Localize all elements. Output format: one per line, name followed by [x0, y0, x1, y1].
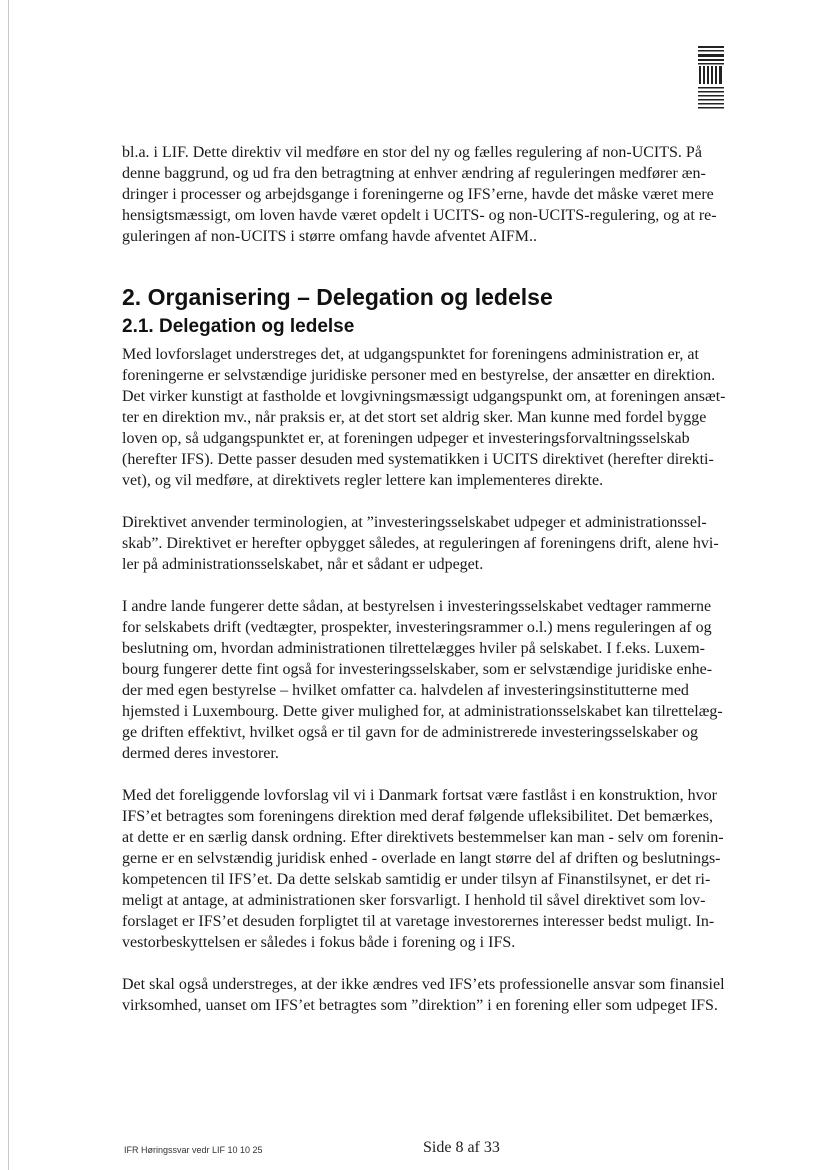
- text-line: Det virker kunstigt at fastholde et lovgivningsmæssigt udgangspunkt om, at foreningen ansæt-: [122, 388, 726, 405]
- text-line: kompetencen til IFS’et. Da dette selskab samtidig er under tilsyn af Finanstilsynet, er det ri-: [122, 871, 711, 888]
- text-line: guleringen af non-UCITS i større omfang havde afventet AIFM..: [122, 228, 538, 245]
- text-line: bourg fungerer dette fint også for investeringsselskaber, som er selvstændige juridiske enhe-: [122, 661, 713, 678]
- text-line: vestorbeskyttelsen er således i fokus både i forening og i IFS.: [122, 934, 516, 951]
- text-line: gerne er en selvstændig juridisk enhed - overlade en langt større del af driften og beslutnings-: [122, 850, 721, 867]
- text-line: skab”. Direktivet er herefter opbygget således, at reguleringen af foreningens drift, alene hvi-: [122, 535, 719, 552]
- text-line: meligt at antage, at administrationen sker forsvarligt. I henhold til såvel direktivet som lov-: [122, 892, 706, 909]
- subsection-heading: 2.1. Delegation og ledelse: [122, 316, 355, 337]
- text-line: virksomhed, uanset om IFS’et betragtes som ”direktion” i en forening eller som udpeget IFS.: [122, 997, 718, 1014]
- body-paragraph: [122, 512, 758, 575]
- text-line: (herefter IFS). Dette passer desuden med systematikken i UCITS direktivet (herefter direkti-: [122, 451, 714, 468]
- text-line: foreningerne er selvstændige juridiske personer med en bestyrelse, der ansætter en direktion.: [122, 367, 716, 384]
- text-line: I andre lande fungerer dette sådan, at bestyrelsen i investeringsselskabet vedtager rammerne: [122, 598, 712, 615]
- text-line: Det skal også understreges, at der ikke ændres ved IFS’ets professionelle ansvar som finansiel: [122, 976, 725, 993]
- body-paragraph: [122, 974, 758, 1016]
- document-body: [122, 142, 758, 1037]
- intro-paragraph: [122, 142, 758, 247]
- text-line: dermed deres investorer.: [122, 745, 279, 762]
- text-line: loven op, så udgangspunktet er, at foreningen udpeger et investeringsforvaltningsselskab: [122, 430, 690, 447]
- text-line: Direktivet anvender terminologien, at ”investeringsselskabet udpeger et administrationssel-: [122, 514, 707, 531]
- body-paragraph: [122, 785, 758, 953]
- text-line: vet), og vil medføre, at direktivets regler lettere kan implementeres direkte.: [122, 472, 604, 489]
- text-line: der med egen bestyrelse – hvilket omfatter ca. halvdelen af investeringsinstitutterne med: [122, 682, 689, 699]
- section-heading: 2. Organisering – Delegation og ledelse: [122, 284, 553, 310]
- footer-document-reference: IFR Høringssvar vedr LIF 10 10 25: [124, 1145, 263, 1155]
- text-line: beslutning om, hvordan administrationen tilrettelægges hviler på selskabet. I f.eks. Luxem-: [122, 640, 705, 657]
- text-line: hjemsted i Luxembourg. Dette giver mulighed for, at administrationsselskabet kan tilrettelæg-: [122, 703, 723, 720]
- text-line: hensigtsmæssigt, om loven havde været opdelt i UCITS- og non-UCITS-regulering, og at re-: [122, 207, 717, 224]
- text-line: ter en direktion mv., når praksis er, at det stort set aldrig sker. Man kunne med fordel bygge: [122, 409, 707, 426]
- body-paragraph: [122, 596, 758, 764]
- text-line: bl.a. i LIF. Dette direktiv vil medføre en stor del ny og fælles regulering af non-UCITS. På: [122, 144, 702, 161]
- text-line: Med lovforslaget understreges det, at udgangspunktet for foreningens administration er, at: [122, 346, 699, 363]
- page-left-edge-rule: [8, 0, 9, 1170]
- text-line: for selskabets drift (vedtægter, prospekter, investeringsrammer o.l.) mens reguleringen af og: [122, 619, 712, 636]
- footer-page-number: Side 8 af 33: [423, 1139, 500, 1156]
- text-line: dringer i processer og arbejdsgange i foreningerne og IFS’erne, havde det måske været mere: [122, 186, 714, 203]
- logo-icon: [698, 46, 724, 110]
- text-line: ge driften effektivt, hvilket også er til gavn for de administrerede investeringsselskaber og: [122, 724, 698, 741]
- text-line: denne baggrund, og ud fra den betragtning at enhver ændring af reguleringen medfører æn-: [122, 165, 706, 182]
- text-line: forslaget er IFS’et desuden forpligtet til at varetage investorernes interesser bedst muligt. In-: [122, 913, 715, 930]
- text-line: Med det foreliggende lovforslag vil vi i Danmark fortsat være fastlåst i en konstruktion, hvor: [122, 787, 717, 804]
- text-line: ler på administrationsselskabet, når et sådant er udpeget.: [122, 556, 484, 573]
- text-line: at dette er en særlig dansk ordning. Efter direktivets bestemmelser kan man - selv om forenin-: [122, 829, 724, 846]
- text-line: IFS’et betragtes som foreningens direktion med deraf følgende ufleksibilitet. Det bemærkes,: [122, 808, 713, 825]
- body-paragraph: [122, 344, 758, 491]
